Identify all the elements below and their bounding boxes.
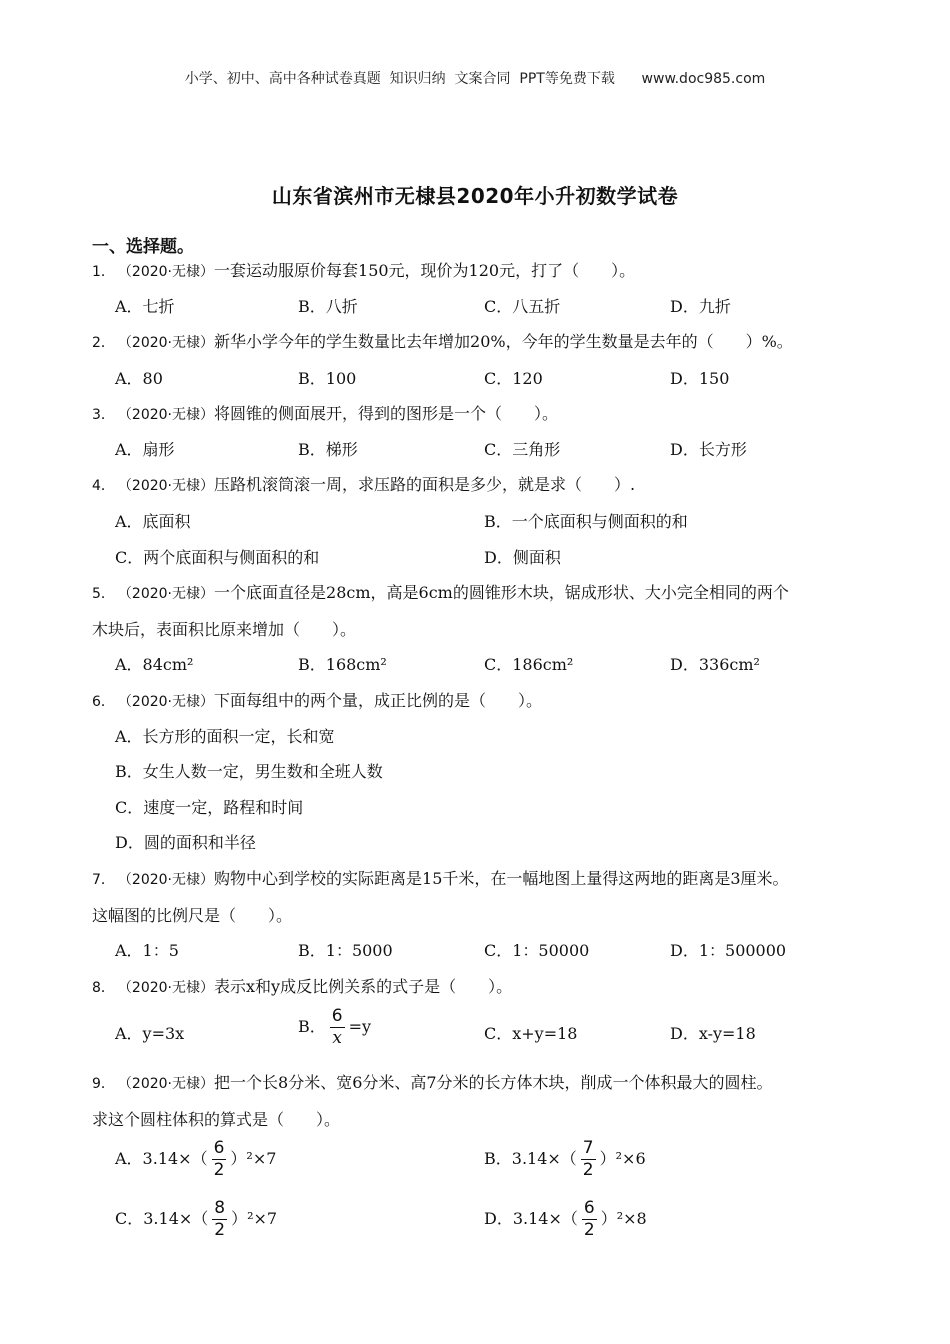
question-7 xyxy=(92,866,789,889)
fraction xyxy=(330,1008,345,1047)
option-d: D．圆的面积和半径 xyxy=(115,833,256,852)
question-text: 新华小学今年的学生数量比去年增加20%，今年的学生数量是去年的（ ）%。 xyxy=(214,332,793,351)
question-3 xyxy=(92,401,558,424)
option-a: A．七折 xyxy=(115,297,175,316)
question-text: 表示x和y成反比例关系的式子是（ ）。 xyxy=(214,977,513,996)
fraction-numerator: 6 xyxy=(583,1198,595,1218)
option-b: B．1：5000 xyxy=(298,941,393,960)
question-source: （2020·无棣） xyxy=(124,335,215,351)
option-b: B．一个底面积与侧面积的和 xyxy=(484,512,688,531)
question-2 xyxy=(92,329,793,352)
question-6 xyxy=(92,688,542,711)
option-c: C．两个底面积与侧面积的和 xyxy=(115,548,320,567)
option-d: D．150 xyxy=(670,369,730,388)
option-d: D．侧面积 xyxy=(484,548,561,567)
question-source: （2020·无棣） xyxy=(124,264,215,280)
question-number: 3． xyxy=(92,407,115,423)
question-number: 1． xyxy=(92,264,115,280)
option-b: B．168cm² xyxy=(298,655,387,674)
question-7-continued: 这幅图的比例尺是（ ）。 xyxy=(92,906,293,925)
option-c xyxy=(115,1200,277,1239)
fraction-denominator: 2 xyxy=(214,1220,226,1240)
option-a: A．y=3x xyxy=(115,1024,185,1043)
page-title: 山东省滨州市无棣县2020年小升初数学试卷 xyxy=(271,184,679,208)
option-b: B．女生人数一定，男生数和全班人数 xyxy=(115,762,383,781)
fraction-denominator: 2 xyxy=(582,1160,594,1180)
option-suffix: ）²×7 xyxy=(230,1149,277,1168)
page-header: 小学、初中、高中各种试卷真题 知识归纳 文案合同 PPT等免费下载 www.doc985.com xyxy=(184,71,766,87)
option-suffix: =y xyxy=(348,1017,372,1036)
fraction xyxy=(581,1140,596,1179)
question-text: 把一个长8分米、宽6分米、高7分米的长方体木块，削成一个体积最大的圆柱。 xyxy=(214,1073,773,1092)
option-d: D．x-y=18 xyxy=(670,1024,756,1043)
fraction-numerator: 7 xyxy=(582,1138,594,1158)
option-b: B．八折 xyxy=(298,297,358,316)
question-source: （2020·无棣） xyxy=(124,872,215,888)
option-b: B．100 xyxy=(298,369,357,388)
option-label: A．3.14×（ xyxy=(115,1149,208,1168)
question-text: 一个底面直径是28cm，高是6cm的圆锥形木块，锯成形状、大小完全相同的两个 xyxy=(214,583,789,602)
fraction-denominator: 2 xyxy=(213,1160,225,1180)
option-d xyxy=(484,1200,647,1239)
question-source: （2020·无棣） xyxy=(124,980,215,996)
option-suffix: ）²×7 xyxy=(231,1209,278,1228)
question-number: 8． xyxy=(92,980,115,996)
option-c: C．三角形 xyxy=(484,440,561,459)
option-b xyxy=(484,1140,646,1179)
question-source: （2020·无棣） xyxy=(124,694,215,710)
option-label: B．3.14×（ xyxy=(484,1149,577,1168)
option-a: A．84cm² xyxy=(115,655,194,674)
question-4 xyxy=(92,472,635,495)
option-a: A．底面积 xyxy=(115,512,191,531)
question-text: 下面每组中的两个量，成正比例的是（ ）。 xyxy=(214,691,543,710)
option-label: B． xyxy=(298,1017,326,1036)
option-d: D．九折 xyxy=(670,297,731,316)
option-c: C．八五折 xyxy=(484,297,561,316)
option-d: D．长方形 xyxy=(670,440,747,459)
option-a xyxy=(115,1140,276,1179)
question-text: 将圆锥的侧面展开，得到的图形是一个（ ）。 xyxy=(214,404,559,423)
option-label: C．3.14×（ xyxy=(115,1209,209,1228)
fraction xyxy=(212,1200,227,1239)
question-number: 7． xyxy=(92,872,115,888)
option-b xyxy=(298,1008,371,1047)
question-number: 5． xyxy=(92,586,115,602)
option-a: A．1：5 xyxy=(115,941,179,960)
option-c: C．x+y=18 xyxy=(484,1024,578,1043)
fraction-numerator: 8 xyxy=(214,1198,226,1218)
option-b: B．梯形 xyxy=(298,440,358,459)
option-a: A．80 xyxy=(115,369,163,388)
question-text: 购物中心到学校的实际距离是15千米，在一幅地图上量得这两地的距离是3厘米。 xyxy=(214,869,789,888)
question-5-continued: 木块后，表面积比原来增加（ ）。 xyxy=(92,620,357,639)
question-source: （2020·无棣） xyxy=(124,407,215,423)
fraction xyxy=(582,1200,597,1239)
question-9-continued: 求这个圆柱体积的算式是（ ）。 xyxy=(92,1110,341,1129)
question-number: 6． xyxy=(92,694,115,710)
option-c: C．速度一定，路程和时间 xyxy=(115,798,304,817)
option-suffix: ）²×6 xyxy=(599,1149,646,1168)
question-text: 压路机滚筒滚一周，求压路的面积是多少，就是求（ ）. xyxy=(214,475,636,494)
fraction-numerator: 6 xyxy=(331,1006,343,1026)
fraction-denominator: x xyxy=(332,1028,342,1048)
fraction xyxy=(212,1140,227,1179)
section-heading: 一、选择题。 xyxy=(92,237,194,257)
option-c: C．120 xyxy=(484,369,543,388)
option-d: D．1：500000 xyxy=(670,941,787,960)
question-number: 4． xyxy=(92,478,115,494)
option-c: C．186cm² xyxy=(484,655,574,674)
option-a: A．扇形 xyxy=(115,440,175,459)
question-5 xyxy=(92,580,789,603)
option-d: D．336cm² xyxy=(670,655,760,674)
question-number: 2． xyxy=(92,335,115,351)
fraction-numerator: 6 xyxy=(213,1138,225,1158)
question-source: （2020·无棣） xyxy=(124,586,215,602)
option-c: C．1：50000 xyxy=(484,941,590,960)
question-text: 一套运动服原价每套150元，现价为120元，打了（ ）。 xyxy=(214,261,636,280)
question-source: （2020·无棣） xyxy=(124,478,215,494)
option-suffix: ）²×8 xyxy=(600,1209,647,1228)
option-label: D．3.14×（ xyxy=(484,1209,578,1228)
question-number: 9． xyxy=(92,1076,115,1092)
question-9 xyxy=(92,1070,773,1093)
question-1 xyxy=(92,258,635,281)
fraction-denominator: 2 xyxy=(583,1220,595,1240)
question-source: （2020·无棣） xyxy=(124,1076,215,1092)
question-8 xyxy=(92,974,512,997)
option-a: A．长方形的面积一定，长和宽 xyxy=(115,727,335,746)
